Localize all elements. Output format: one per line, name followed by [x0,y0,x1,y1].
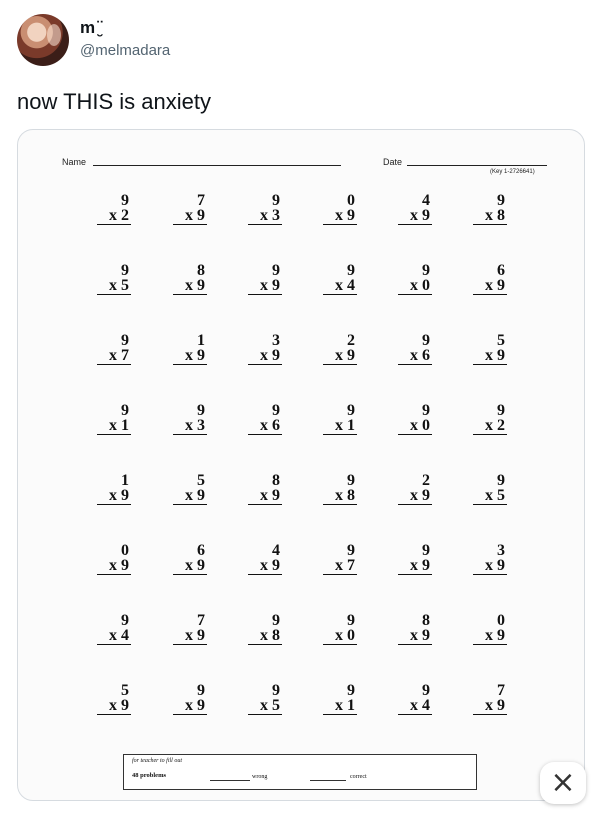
correct-line [310,780,346,781]
problem-bottom: x 8 [323,488,357,505]
problem-bottom: x 2 [473,418,507,435]
problem [473,333,507,365]
problem-top: 1 [197,332,205,349]
problem-top: 9 [497,472,505,489]
problem [97,613,131,645]
problem [97,333,131,365]
problem [248,333,282,365]
date-line [407,165,547,166]
score-note: for teacher to fill out [132,758,182,764]
problem-top: 9 [121,332,129,349]
problem-top: 9 [272,682,280,699]
problem-top: 9 [347,542,355,559]
problem [398,403,432,435]
worksheet-key: (Key 1-2726641) [490,169,535,175]
problem [473,263,507,295]
problem [248,473,282,505]
problem [248,543,282,575]
problem [97,473,131,505]
tweet-text: now THIS is anxiety [17,89,212,114]
problem-top: 9 [347,472,355,489]
problem-top: 9 [497,402,505,419]
problem-bottom: x 5 [473,488,507,505]
problem-top: 9 [422,332,430,349]
problem [248,683,282,715]
problem-bottom: x 1 [323,418,357,435]
problem-top: 9 [347,402,355,419]
tweet-media[interactable] [17,129,585,801]
problem-top: 9 [197,402,205,419]
problem [97,263,131,295]
close-button[interactable]: × [540,762,586,804]
problem-top: 9 [422,542,430,559]
problem-top: 5 [197,472,205,489]
problem-bottom: x 9 [398,628,432,645]
problem-bottom: x 4 [323,278,357,295]
problem-bottom: x 3 [248,208,282,225]
problem-top: 9 [347,612,355,629]
problem-bottom: x 9 [473,558,507,575]
problem-top: 9 [121,192,129,209]
problem-bottom: x 9 [97,558,131,575]
problem [248,613,282,645]
problem-top: 2 [347,332,355,349]
problem [173,473,207,505]
date-label: Date [383,157,403,167]
problem-top: 8 [422,612,430,629]
problem [473,543,507,575]
problem-top: 9 [497,192,505,209]
problem [323,543,357,575]
problem [248,403,282,435]
problem [323,613,357,645]
problem-top: 9 [121,402,129,419]
problem-top: 9 [422,402,430,419]
problem-top: 9 [272,612,280,629]
problem [173,263,207,295]
wrong-line [210,780,250,781]
correct-label: correct [350,774,367,780]
problem-bottom: x 9 [473,628,507,645]
problem-bottom: x 0 [398,278,432,295]
problem-bottom: x 9 [398,488,432,505]
problem-top: 3 [497,542,505,559]
problem [323,403,357,435]
problem-top: 9 [422,682,430,699]
problem [173,333,207,365]
problem-top: 5 [121,682,129,699]
score-box [123,754,477,790]
problem [248,263,282,295]
problem-bottom: x 9 [248,488,282,505]
problem-bottom: x 2 [97,208,131,225]
problem-bottom: x 9 [473,278,507,295]
problem-top: 0 [347,192,355,209]
problem [173,613,207,645]
problem-top: 9 [272,402,280,419]
problem-top: 7 [197,192,205,209]
problem [248,193,282,225]
problem [398,193,432,225]
problem-bottom: x 9 [173,348,207,365]
user-handle[interactable]: @melmadara [80,42,171,59]
problem-top: 9 [272,262,280,279]
problem-bottom: x 9 [323,348,357,365]
problem-bottom: x 9 [173,628,207,645]
problem [323,683,357,715]
problem-bottom: x 6 [398,348,432,365]
wrong-label: wrong [252,774,268,780]
problem [398,543,432,575]
problem-bottom: x 9 [248,558,282,575]
problem [473,193,507,225]
problem [473,403,507,435]
problem [323,473,357,505]
problem [398,263,432,295]
problem-bottom: x 6 [248,418,282,435]
problem-top: 7 [497,682,505,699]
name-label: Name [62,157,87,167]
problem-top: 4 [272,542,280,559]
problem-bottom: x 0 [398,418,432,435]
problem [97,543,131,575]
problem-bottom: x 9 [398,208,432,225]
problem-bottom: x 7 [323,558,357,575]
problem-top: 9 [121,612,129,629]
problem-top: 1 [121,472,129,489]
problem-bottom: x 9 [173,208,207,225]
problem-top: 8 [197,262,205,279]
problem [323,193,357,225]
worksheet-image [18,130,584,800]
problem-top: 7 [197,612,205,629]
problem-top: 8 [272,472,280,489]
problem-bottom: x 8 [473,208,507,225]
problem-top: 9 [121,262,129,279]
problem-bottom: x 9 [248,278,282,295]
problem [97,683,131,715]
problem-bottom: x 9 [248,348,282,365]
problem-top: 5 [497,332,505,349]
problem-top: 0 [497,612,505,629]
problem-bottom: x 1 [323,698,357,715]
problem [398,333,432,365]
problem-bottom: x 0 [323,628,357,645]
problem-bottom: x 9 [97,488,131,505]
problem-top: 9 [422,262,430,279]
problem-bottom: x 9 [173,278,207,295]
problem [97,403,131,435]
problem [323,333,357,365]
problem-top: 6 [497,262,505,279]
problem-bottom: x 9 [173,698,207,715]
problem [173,683,207,715]
problem [173,403,207,435]
problem-top: 6 [197,542,205,559]
problem-bottom: x 5 [97,278,131,295]
problem-top: 3 [272,332,280,349]
score-count: 48 problems [132,772,167,779]
problem [323,263,357,295]
problem-bottom: x 9 [323,208,357,225]
problem-top: 4 [422,192,430,209]
display-name[interactable]: m ̮̈ [80,18,100,37]
problem [398,473,432,505]
problem [473,613,507,645]
problem-bottom: x 5 [248,698,282,715]
problem-top: 2 [422,472,430,489]
problem-bottom: x 4 [97,628,131,645]
problem-top: 9 [347,262,355,279]
problem [473,473,507,505]
name-line [93,165,341,166]
problem-top: 9 [272,192,280,209]
problem-top: 9 [197,682,205,699]
problem-bottom: x 1 [97,418,131,435]
problem [97,193,131,225]
problem [473,683,507,715]
problem-bottom: x 9 [173,488,207,505]
problem-bottom: x 4 [398,698,432,715]
problem [173,543,207,575]
problem-bottom: x 9 [473,698,507,715]
problem-bottom: x 9 [398,558,432,575]
problem-bottom: x 3 [173,418,207,435]
problem-bottom: x 8 [248,628,282,645]
problem [398,613,432,645]
avatar[interactable] [17,14,69,66]
problem-bottom: x 9 [97,698,131,715]
problem [173,193,207,225]
problem-top: 0 [121,542,129,559]
problem-bottom: x 9 [173,558,207,575]
problem-bottom: x 9 [473,348,507,365]
problem-bottom: x 7 [97,348,131,365]
problem [398,683,432,715]
problem-top: 9 [347,682,355,699]
